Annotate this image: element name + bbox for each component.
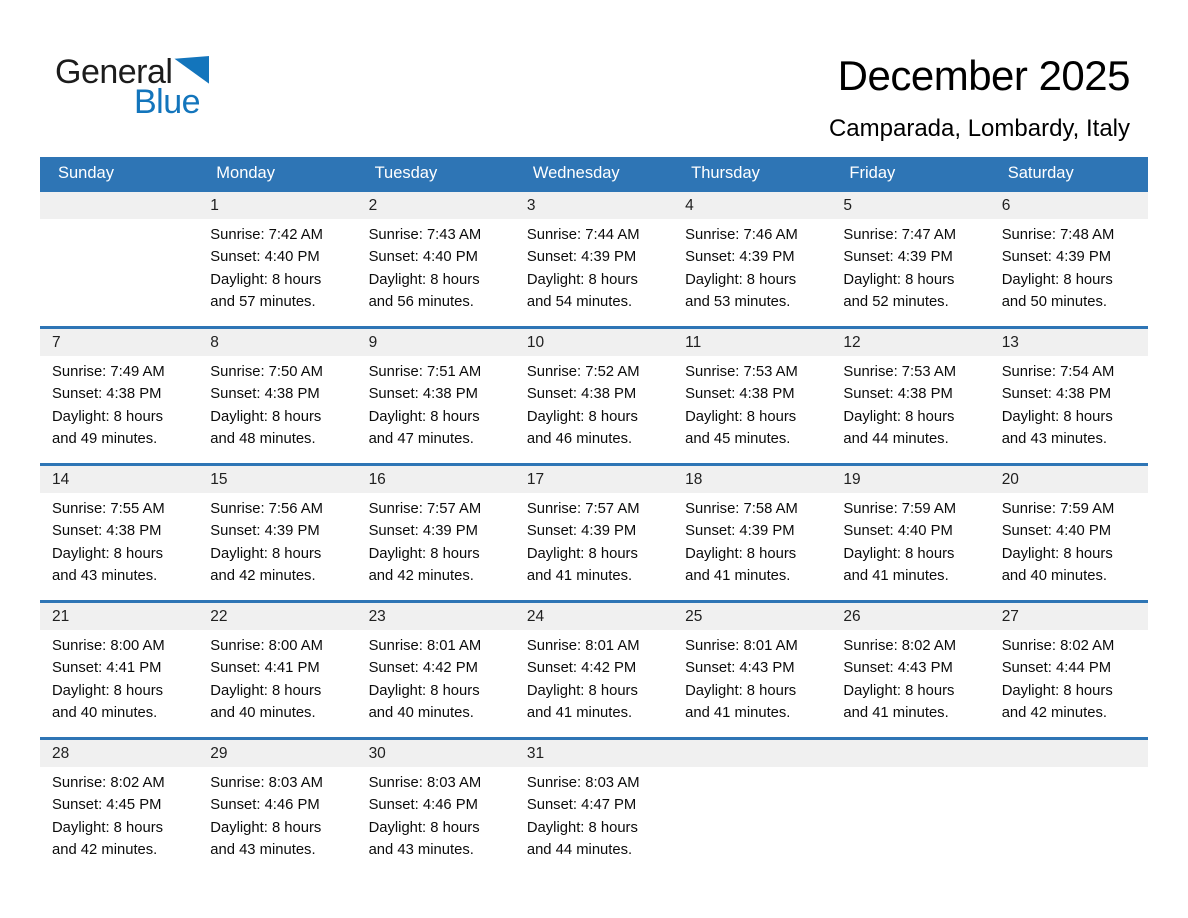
weekday-header-wednesday: Wednesday bbox=[515, 157, 673, 191]
daylight-minutes-text: and 43 minutes. bbox=[210, 842, 316, 859]
week-row bbox=[40, 191, 1148, 328]
sunrise-text: Sunrise: 8:02 AM bbox=[1001, 638, 1115, 654]
day-number-band bbox=[673, 192, 831, 219]
day-number-band bbox=[990, 192, 1148, 219]
sunset-text: Sunset: 4:38 PM bbox=[52, 386, 162, 403]
day-details bbox=[515, 219, 673, 314]
day-cell bbox=[990, 602, 1148, 739]
day-details bbox=[831, 767, 989, 772]
day-number: 14 bbox=[52, 471, 70, 488]
day-details bbox=[40, 356, 198, 451]
daylight-minutes-text: and 44 minutes. bbox=[843, 431, 949, 448]
daylight-hours-text: Daylight: 8 hours bbox=[685, 271, 797, 288]
day-number-band bbox=[990, 603, 1148, 630]
day-cell bbox=[673, 602, 831, 739]
day-number: 2 bbox=[368, 197, 378, 214]
sunset-text: Sunset: 4:39 PM bbox=[526, 249, 637, 266]
day-number-band bbox=[831, 603, 989, 630]
day-number: 8 bbox=[210, 334, 219, 351]
daylight-hours-text: Daylight: 8 hours bbox=[368, 682, 480, 699]
daylight-minutes-text: and 46 minutes. bbox=[526, 431, 633, 448]
daylight-hours-text: Daylight: 8 hours bbox=[210, 545, 322, 562]
sunrise-text: Sunrise: 7:58 AM bbox=[685, 501, 798, 517]
day-number: 6 bbox=[1001, 197, 1011, 214]
empty-day-cell bbox=[40, 191, 198, 328]
day-number-band bbox=[515, 192, 673, 219]
daylight-minutes-text: and 41 minutes. bbox=[843, 568, 949, 585]
daylight-minutes-text: and 44 minutes. bbox=[526, 842, 633, 859]
month-title: December 2025 bbox=[837, 52, 1130, 99]
day-details bbox=[357, 767, 515, 862]
sunset-text: Sunset: 4:38 PM bbox=[526, 386, 637, 403]
sunrise-text: Sunrise: 8:00 AM bbox=[210, 638, 323, 654]
day-cell bbox=[357, 328, 515, 465]
sunset-text: Sunset: 4:38 PM bbox=[685, 386, 795, 403]
location-subtitle: Camparada, Lombardy, Italy bbox=[828, 115, 1130, 142]
sunrise-text: Sunrise: 7:50 AM bbox=[210, 364, 323, 380]
day-number-band bbox=[831, 466, 989, 493]
sunset-text: Sunset: 4:40 PM bbox=[368, 249, 478, 266]
day-number: 10 bbox=[526, 334, 545, 351]
day-cell bbox=[831, 328, 989, 465]
sunrise-text: Sunrise: 8:01 AM bbox=[526, 638, 640, 654]
daylight-hours-text: Daylight: 8 hours bbox=[843, 545, 955, 562]
day-cell bbox=[357, 739, 515, 875]
day-details bbox=[990, 356, 1148, 451]
daylight-hours-text: Daylight: 8 hours bbox=[368, 819, 480, 836]
daylight-hours-text: Daylight: 8 hours bbox=[1001, 545, 1113, 562]
sunset-text: Sunset: 4:43 PM bbox=[843, 660, 953, 677]
empty-day-cell bbox=[990, 739, 1148, 875]
day-cell bbox=[831, 191, 989, 328]
daylight-minutes-text: and 42 minutes. bbox=[52, 842, 158, 859]
daylight-minutes-text: and 56 minutes. bbox=[368, 294, 474, 311]
week-row bbox=[40, 739, 1148, 875]
daylight-minutes-text: and 40 minutes. bbox=[52, 705, 158, 722]
daylight-minutes-text: and 45 minutes. bbox=[685, 431, 791, 448]
day-cell bbox=[198, 191, 356, 328]
sunrise-text: Sunrise: 7:53 AM bbox=[685, 364, 798, 380]
daylight-hours-text: Daylight: 8 hours bbox=[368, 271, 480, 288]
day-cell bbox=[673, 191, 831, 328]
day-number: 15 bbox=[210, 471, 228, 488]
sunrise-text: Sunrise: 7:49 AM bbox=[52, 364, 165, 380]
daylight-minutes-text: and 47 minutes. bbox=[368, 431, 474, 448]
daylight-minutes-text: and 57 minutes. bbox=[210, 294, 316, 311]
day-number-band bbox=[990, 740, 1148, 767]
sunrise-text: Sunrise: 7:44 AM bbox=[526, 227, 640, 243]
day-number-band bbox=[357, 192, 515, 219]
sunrise-text: Sunrise: 7:52 AM bbox=[526, 364, 640, 380]
day-cell bbox=[357, 191, 515, 328]
sunrise-text: Sunrise: 8:03 AM bbox=[526, 775, 640, 791]
sunset-text: Sunset: 4:38 PM bbox=[210, 386, 320, 403]
day-cell bbox=[831, 465, 989, 602]
day-number-band bbox=[198, 192, 356, 219]
day-number-band bbox=[515, 603, 673, 630]
sunset-text: Sunset: 4:44 PM bbox=[1001, 660, 1112, 677]
sunset-text: Sunset: 4:39 PM bbox=[210, 523, 320, 540]
weekday-header-tuesday: Tuesday bbox=[357, 157, 515, 191]
daylight-hours-text: Daylight: 8 hours bbox=[52, 682, 164, 699]
day-details bbox=[673, 493, 831, 588]
sunset-text: Sunset: 4:39 PM bbox=[685, 249, 795, 266]
daylight-hours-text: Daylight: 8 hours bbox=[52, 545, 164, 562]
day-details bbox=[673, 630, 831, 725]
sunrise-text: Sunrise: 8:02 AM bbox=[52, 775, 165, 791]
day-number-band bbox=[673, 603, 831, 630]
day-number-band bbox=[515, 329, 673, 356]
day-cell bbox=[515, 191, 673, 328]
weekday-header-monday: Monday bbox=[198, 157, 356, 191]
daylight-hours-text: Daylight: 8 hours bbox=[685, 682, 797, 699]
day-cell bbox=[990, 465, 1148, 602]
daylight-minutes-text: and 43 minutes. bbox=[52, 568, 158, 585]
day-number: 11 bbox=[685, 334, 702, 351]
day-number-band bbox=[198, 466, 356, 493]
daylight-hours-text: Daylight: 8 hours bbox=[210, 271, 322, 288]
day-number-band bbox=[40, 329, 198, 356]
day-number: 30 bbox=[368, 745, 386, 762]
day-details bbox=[357, 356, 515, 451]
sunrise-text: Sunrise: 7:55 AM bbox=[52, 501, 165, 517]
day-cell bbox=[198, 465, 356, 602]
day-cell bbox=[40, 602, 198, 739]
day-details bbox=[673, 356, 831, 451]
day-number: 9 bbox=[368, 334, 378, 351]
sunrise-text: Sunrise: 7:56 AM bbox=[210, 501, 323, 517]
daylight-minutes-text: and 42 minutes. bbox=[210, 568, 316, 585]
logo-triangle-icon bbox=[174, 56, 209, 84]
day-details bbox=[515, 630, 673, 725]
day-number-band bbox=[357, 329, 515, 356]
day-details bbox=[40, 219, 198, 224]
sunrise-text: Sunrise: 8:02 AM bbox=[843, 638, 957, 654]
day-number: 16 bbox=[368, 471, 386, 488]
day-details bbox=[831, 630, 989, 725]
day-cell bbox=[515, 602, 673, 739]
daylight-minutes-text: and 41 minutes. bbox=[526, 705, 633, 722]
daylight-hours-text: Daylight: 8 hours bbox=[526, 408, 638, 425]
day-number: 28 bbox=[52, 745, 70, 762]
day-number-band bbox=[40, 466, 198, 493]
day-details bbox=[831, 356, 989, 451]
daylight-hours-text: Daylight: 8 hours bbox=[685, 545, 797, 562]
day-cell bbox=[515, 739, 673, 875]
sunset-text: Sunset: 4:38 PM bbox=[843, 386, 953, 403]
sunrise-text: Sunrise: 7:46 AM bbox=[685, 227, 798, 243]
day-cell bbox=[357, 465, 515, 602]
sunset-text: Sunset: 4:41 PM bbox=[52, 660, 162, 677]
daylight-minutes-text: and 52 minutes. bbox=[843, 294, 949, 311]
day-number-band bbox=[831, 192, 989, 219]
day-details bbox=[990, 767, 1148, 772]
day-details bbox=[40, 767, 198, 862]
day-details bbox=[40, 630, 198, 725]
day-cell bbox=[198, 739, 356, 875]
day-number-band bbox=[40, 192, 198, 219]
day-details bbox=[990, 630, 1148, 725]
day-number: 18 bbox=[685, 471, 703, 488]
general-blue-logo bbox=[55, 55, 209, 119]
daylight-minutes-text: and 48 minutes. bbox=[210, 431, 316, 448]
sunset-text: Sunset: 4:42 PM bbox=[368, 660, 478, 677]
sunrise-text: Sunrise: 7:53 AM bbox=[843, 364, 957, 380]
sunrise-text: Sunrise: 7:47 AM bbox=[843, 227, 957, 243]
sunrise-text: Sunrise: 7:51 AM bbox=[368, 364, 482, 380]
day-cell bbox=[673, 465, 831, 602]
sunset-text: Sunset: 4:39 PM bbox=[843, 249, 953, 266]
day-number-band bbox=[198, 329, 356, 356]
daylight-hours-text: Daylight: 8 hours bbox=[843, 682, 955, 699]
calendar-grid-body bbox=[40, 191, 1148, 875]
sunrise-text: Sunrise: 7:48 AM bbox=[1001, 227, 1115, 243]
daylight-hours-text: Daylight: 8 hours bbox=[685, 408, 797, 425]
sunrise-text: Sunrise: 8:01 AM bbox=[685, 638, 798, 654]
weekday-header-saturday: Saturday bbox=[990, 157, 1148, 191]
day-details bbox=[357, 630, 515, 725]
daylight-hours-text: Daylight: 8 hours bbox=[210, 819, 322, 836]
day-number-band bbox=[40, 603, 198, 630]
daylight-hours-text: Daylight: 8 hours bbox=[526, 271, 638, 288]
daylight-hours-text: Daylight: 8 hours bbox=[52, 408, 164, 425]
day-number-band bbox=[40, 740, 198, 767]
day-number: 5 bbox=[843, 197, 853, 214]
sunset-text: Sunset: 4:40 PM bbox=[843, 523, 953, 540]
day-cell bbox=[40, 465, 198, 602]
sunrise-text: Sunrise: 7:59 AM bbox=[1001, 501, 1115, 517]
day-number-band bbox=[673, 740, 831, 767]
sunset-text: Sunset: 4:43 PM bbox=[685, 660, 795, 677]
weekday-header-sunday: Sunday bbox=[40, 157, 198, 191]
sunset-text: Sunset: 4:40 PM bbox=[210, 249, 320, 266]
day-cell bbox=[990, 328, 1148, 465]
logo-text-general: General bbox=[55, 53, 173, 91]
empty-day-cell bbox=[831, 739, 989, 875]
daylight-hours-text: Daylight: 8 hours bbox=[210, 408, 322, 425]
sunset-text: Sunset: 4:39 PM bbox=[526, 523, 637, 540]
daylight-hours-text: Daylight: 8 hours bbox=[843, 271, 955, 288]
day-cell bbox=[357, 602, 515, 739]
daylight-hours-text: Daylight: 8 hours bbox=[52, 819, 164, 836]
daylight-minutes-text: and 40 minutes. bbox=[210, 705, 316, 722]
sunrise-text: Sunrise: 7:42 AM bbox=[210, 227, 323, 243]
day-details bbox=[831, 493, 989, 588]
day-number: 13 bbox=[1001, 334, 1019, 351]
sunset-text: Sunset: 4:47 PM bbox=[526, 797, 637, 814]
day-details bbox=[198, 493, 356, 588]
sunrise-text: Sunrise: 7:54 AM bbox=[1001, 364, 1115, 380]
day-number: 31 bbox=[526, 745, 545, 762]
daylight-minutes-text: and 50 minutes. bbox=[1001, 294, 1107, 311]
daylight-minutes-text: and 49 minutes. bbox=[52, 431, 158, 448]
sunrise-text: Sunrise: 7:43 AM bbox=[368, 227, 482, 243]
day-number-band bbox=[357, 740, 515, 767]
sunset-text: Sunset: 4:38 PM bbox=[368, 386, 478, 403]
weekday-header-friday: Friday bbox=[831, 157, 989, 191]
day-number: 22 bbox=[210, 608, 228, 625]
day-number-band bbox=[198, 740, 356, 767]
sunrise-text: Sunrise: 7:57 AM bbox=[368, 501, 482, 517]
day-details bbox=[831, 219, 989, 314]
day-number: 12 bbox=[843, 334, 861, 351]
day-cell bbox=[831, 602, 989, 739]
daylight-hours-text: Daylight: 8 hours bbox=[368, 408, 480, 425]
daylight-hours-text: Daylight: 8 hours bbox=[526, 545, 638, 562]
sunrise-text: Sunrise: 8:03 AM bbox=[210, 775, 323, 791]
daylight-hours-text: Daylight: 8 hours bbox=[1001, 682, 1113, 699]
sunrise-text: Sunrise: 8:03 AM bbox=[368, 775, 482, 791]
daylight-hours-text: Daylight: 8 hours bbox=[526, 819, 638, 836]
day-number-band bbox=[357, 466, 515, 493]
day-details bbox=[198, 356, 356, 451]
daylight-minutes-text: and 43 minutes. bbox=[368, 842, 474, 859]
daylight-hours-text: Daylight: 8 hours bbox=[526, 682, 638, 699]
day-number-band bbox=[673, 466, 831, 493]
daylight-minutes-text: and 41 minutes. bbox=[685, 568, 791, 585]
day-number: 4 bbox=[685, 197, 694, 214]
day-number: 25 bbox=[685, 608, 703, 625]
day-cell bbox=[990, 191, 1148, 328]
day-number: 17 bbox=[526, 471, 545, 488]
day-details bbox=[515, 356, 673, 451]
day-details bbox=[515, 493, 673, 588]
day-number: 21 bbox=[52, 608, 70, 625]
daylight-minutes-text: and 41 minutes. bbox=[843, 705, 949, 722]
daylight-hours-text: Daylight: 8 hours bbox=[368, 545, 480, 562]
sunset-text: Sunset: 4:40 PM bbox=[1001, 523, 1112, 540]
week-row bbox=[40, 328, 1148, 465]
sunset-text: Sunset: 4:38 PM bbox=[52, 523, 162, 540]
sunrise-text: Sunrise: 8:01 AM bbox=[368, 638, 482, 654]
day-number: 29 bbox=[210, 745, 228, 762]
day-number: 24 bbox=[526, 608, 545, 625]
daylight-hours-text: Daylight: 8 hours bbox=[843, 408, 955, 425]
empty-day-cell bbox=[673, 739, 831, 875]
week-row bbox=[40, 602, 1148, 739]
day-number: 19 bbox=[843, 471, 861, 488]
daylight-minutes-text: and 41 minutes. bbox=[685, 705, 791, 722]
week-row bbox=[40, 465, 1148, 602]
day-number-band bbox=[357, 603, 515, 630]
day-number-band bbox=[515, 740, 673, 767]
day-details bbox=[198, 767, 356, 862]
daylight-minutes-text: and 42 minutes. bbox=[1001, 705, 1107, 722]
day-cell bbox=[515, 328, 673, 465]
sunrise-text: Sunrise: 8:00 AM bbox=[52, 638, 165, 654]
day-number-band bbox=[990, 466, 1148, 493]
day-cell bbox=[40, 739, 198, 875]
day-number: 1 bbox=[210, 197, 219, 214]
page-header bbox=[0, 0, 1188, 157]
day-details bbox=[515, 767, 673, 862]
sunset-text: Sunset: 4:38 PM bbox=[1001, 386, 1112, 403]
day-details bbox=[357, 493, 515, 588]
sunset-text: Sunset: 4:39 PM bbox=[1001, 249, 1112, 266]
sunset-text: Sunset: 4:45 PM bbox=[52, 797, 162, 814]
daylight-hours-text: Daylight: 8 hours bbox=[210, 682, 322, 699]
sunset-text: Sunset: 4:46 PM bbox=[368, 797, 478, 814]
day-number: 20 bbox=[1001, 471, 1019, 488]
day-number: 27 bbox=[1001, 608, 1019, 625]
daylight-minutes-text: and 41 minutes. bbox=[526, 568, 633, 585]
weekday-header-row bbox=[40, 157, 1148, 191]
sunrise-text: Sunrise: 7:59 AM bbox=[843, 501, 957, 517]
daylight-minutes-text: and 40 minutes. bbox=[368, 705, 474, 722]
day-number: 7 bbox=[52, 334, 61, 351]
day-details bbox=[990, 493, 1148, 588]
day-cell bbox=[198, 328, 356, 465]
day-number-band bbox=[831, 329, 989, 356]
logo-text-blue: Blue bbox=[134, 83, 201, 121]
day-number-band bbox=[990, 329, 1148, 356]
day-number-band bbox=[673, 329, 831, 356]
sunset-text: Sunset: 4:39 PM bbox=[368, 523, 478, 540]
daylight-hours-text: Daylight: 8 hours bbox=[1001, 271, 1113, 288]
daylight-minutes-text: and 43 minutes. bbox=[1001, 431, 1107, 448]
day-cell bbox=[673, 328, 831, 465]
day-cell bbox=[40, 328, 198, 465]
day-cell bbox=[515, 465, 673, 602]
daylight-minutes-text: and 53 minutes. bbox=[685, 294, 791, 311]
sunset-text: Sunset: 4:39 PM bbox=[685, 523, 795, 540]
weekday-header-thursday: Thursday bbox=[673, 157, 831, 191]
daylight-minutes-text: and 42 minutes. bbox=[368, 568, 474, 585]
sunset-text: Sunset: 4:46 PM bbox=[210, 797, 320, 814]
day-details bbox=[990, 219, 1148, 314]
daylight-hours-text: Daylight: 8 hours bbox=[1001, 408, 1113, 425]
day-details bbox=[357, 219, 515, 314]
day-number: 3 bbox=[526, 197, 536, 214]
day-number-band bbox=[831, 740, 989, 767]
daylight-minutes-text: and 54 minutes. bbox=[526, 294, 633, 311]
sunrise-text: Sunrise: 7:57 AM bbox=[526, 501, 640, 517]
day-number-band bbox=[515, 466, 673, 493]
day-number: 23 bbox=[368, 608, 386, 625]
day-number: 26 bbox=[843, 608, 861, 625]
day-details bbox=[673, 219, 831, 314]
day-cell bbox=[198, 602, 356, 739]
daylight-minutes-text: and 40 minutes. bbox=[1001, 568, 1107, 585]
sunset-text: Sunset: 4:42 PM bbox=[526, 660, 637, 677]
calendar-table bbox=[40, 157, 1148, 874]
day-details bbox=[198, 630, 356, 725]
day-details bbox=[198, 219, 356, 314]
sunset-text: Sunset: 4:41 PM bbox=[210, 660, 320, 677]
day-details bbox=[673, 767, 831, 772]
day-details bbox=[40, 493, 198, 588]
day-number-band bbox=[198, 603, 356, 630]
